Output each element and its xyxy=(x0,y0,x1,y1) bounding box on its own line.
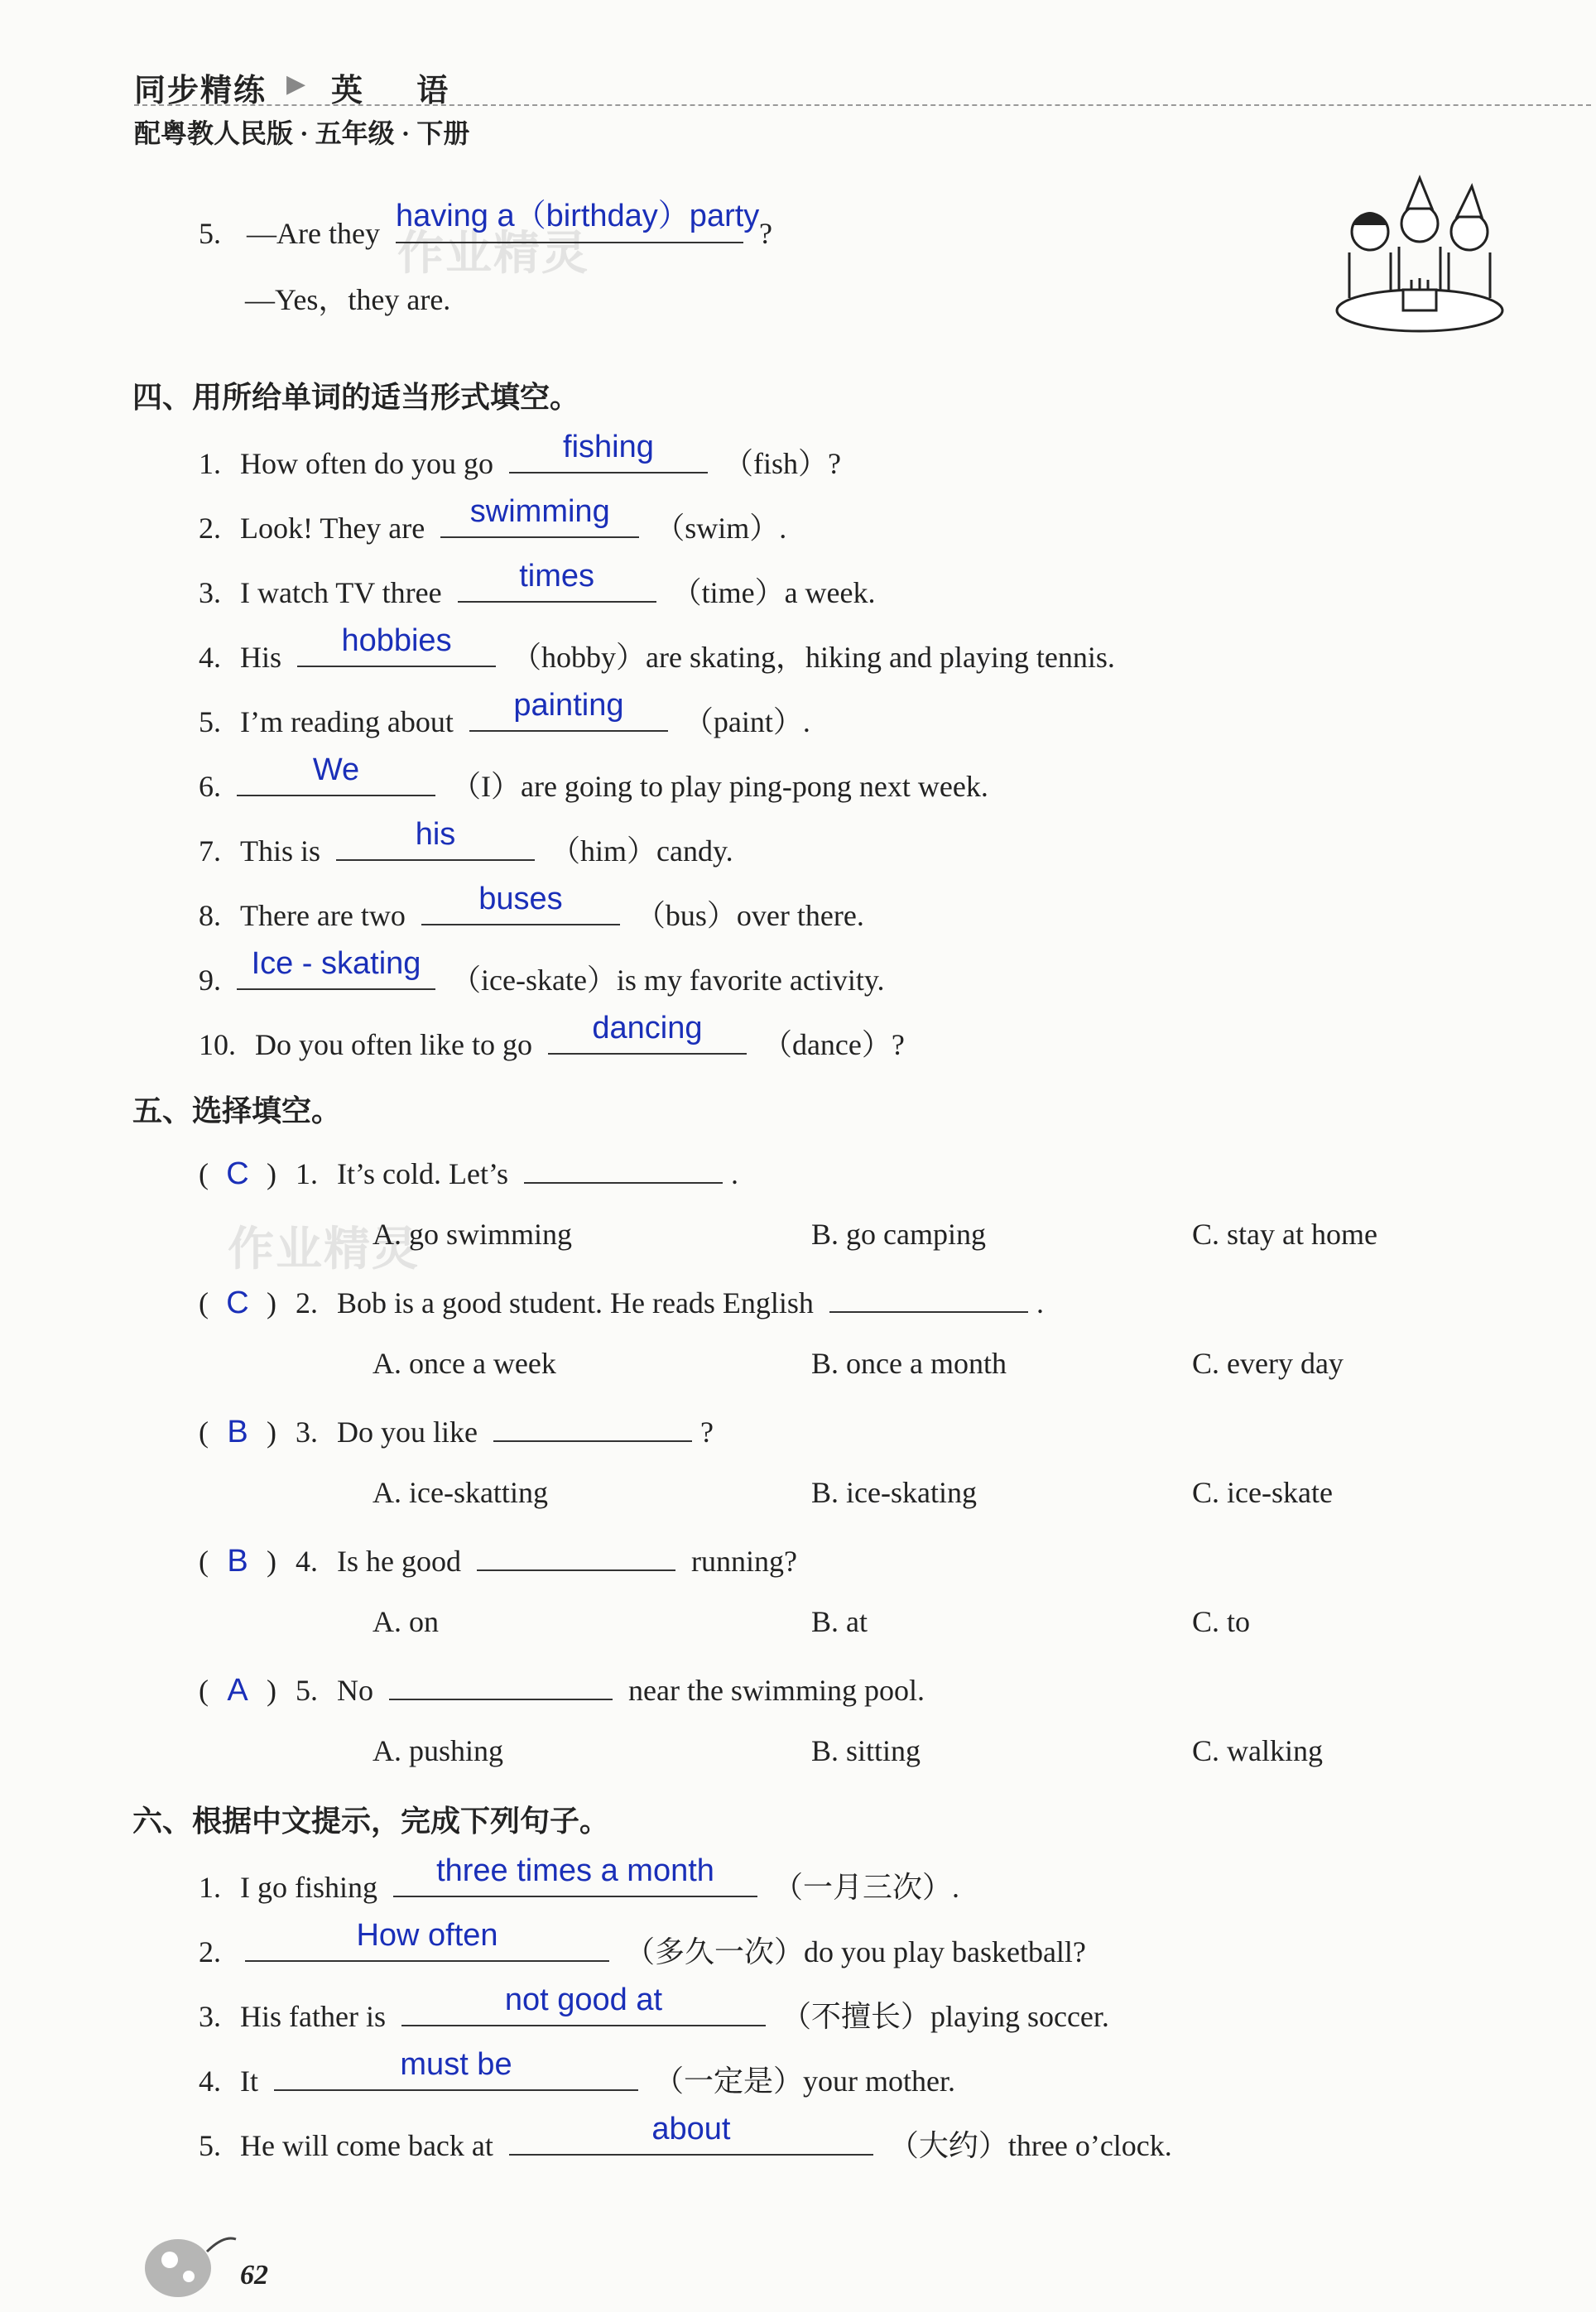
question-row: 2. How often （多久一次）do you play basketball? xyxy=(199,1918,1086,1968)
question-row: 1. I go fishing three times a month （一月三次）. xyxy=(199,1853,960,1904)
question-row: 4. It must be （一定是）your mother. xyxy=(199,2047,955,2098)
section-4-title: 四、用所给单词的适当形式填空。 xyxy=(132,381,580,415)
question-row: 10. Do you often like to go dancing （dance）? xyxy=(199,1011,905,1061)
option-b[interactable]: B. once a month xyxy=(811,1347,1007,1380)
section-5-title: 五、选择填空。 xyxy=(132,1094,342,1128)
question-row: 6. We （I）are going to play ping-pong next week. xyxy=(199,752,988,803)
option-a[interactable]: A. on xyxy=(373,1605,439,1638)
mc-question: ( B ) 3. Do you like ? xyxy=(199,1411,714,1450)
question-row: 5. —Are they having a（birthday）party ? xyxy=(199,199,772,250)
question-row: 4. His hobbies （hobby）are skating，hiking and playing tennis. xyxy=(199,623,1115,674)
option-c[interactable]: C. stay at home xyxy=(1192,1218,1377,1251)
mc-answer[interactable]: B xyxy=(227,1415,248,1449)
question-row: 3. His father is not good at （不擅长）playing soccer. xyxy=(199,1983,1109,2033)
question-row: 7. This is his （him）candy. xyxy=(199,817,733,868)
question-row: 5. I’m reading about painting （paint）. xyxy=(199,688,810,738)
answer-blank[interactable]: painting xyxy=(469,700,668,732)
answer-blank[interactable]: We xyxy=(237,765,435,796)
answer-blank[interactable]: fishing xyxy=(509,442,708,473)
option-a[interactable]: A. once a week xyxy=(373,1347,556,1380)
answer-blank[interactable]: about xyxy=(509,2124,873,2156)
answer-blank[interactable] xyxy=(477,1540,675,1571)
watermark-text: 作业精灵 xyxy=(228,1223,420,1276)
answer-blank[interactable] xyxy=(524,1152,723,1184)
option-c[interactable]: C. ice-skate xyxy=(1192,1476,1333,1509)
question-row: 3. I watch TV three times （time）a week. xyxy=(199,559,876,609)
option-c[interactable]: C. every day xyxy=(1192,1347,1344,1380)
answer-blank[interactable]: must be xyxy=(274,2060,638,2091)
watermark-text: 作业精灵 xyxy=(397,227,589,281)
subject-title: 英 语 xyxy=(331,72,470,108)
option-b[interactable]: B. go camping xyxy=(811,1218,986,1251)
mc-answer[interactable]: C xyxy=(226,1156,249,1191)
question-row: 2. Look! They are swimming （swim）. xyxy=(199,494,787,545)
option-b[interactable]: B. at xyxy=(811,1605,868,1638)
mc-question: ( A ) 5. No near the swimming pool. xyxy=(199,1669,925,1709)
page-number: 62 xyxy=(240,2260,268,2290)
option-a[interactable]: A. ice-skatting xyxy=(373,1476,548,1509)
answer-blank[interactable]: hobbies xyxy=(297,636,496,667)
question-row: 1. How often do you go fishing （fish）? xyxy=(199,430,841,480)
answer-blank[interactable]: three times a month xyxy=(393,1866,757,1897)
mc-question: ( C ) 2. Bob is a good student. He reads English . xyxy=(199,1281,1044,1321)
question-row: 8. There are two buses （bus）over there. xyxy=(199,882,864,932)
mc-answer[interactable]: B xyxy=(227,1544,248,1579)
answer-blank[interactable]: swimming xyxy=(440,507,639,538)
party-kids-illustration-icon xyxy=(1333,174,1507,339)
answer-blank[interactable]: having a（birthday）party xyxy=(396,212,743,243)
option-c[interactable]: C. to xyxy=(1192,1605,1251,1638)
play-arrow-icon: ▶ xyxy=(286,70,306,98)
answer-blank[interactable]: Ice - skating xyxy=(237,959,435,990)
answer-reply: —Yes，they are. xyxy=(245,283,451,316)
option-c[interactable]: C. walking xyxy=(1192,1734,1323,1767)
question-row: 9. Ice - skating （ice-skate）is my favorite activity. xyxy=(199,946,885,997)
header-divider xyxy=(134,104,1591,106)
question-row: 5. He will come back at about （大约）three o’clock. xyxy=(199,2112,1172,2162)
mc-question: ( B ) 4. Is he good running? xyxy=(199,1540,797,1579)
answer-blank[interactable]: buses xyxy=(421,894,620,925)
answer-blank[interactable]: not good at xyxy=(401,1995,766,2026)
butterfly-icon xyxy=(132,2218,240,2310)
book-title: 同步精练 xyxy=(134,72,267,108)
option-b[interactable]: B. ice-skating xyxy=(811,1476,977,1509)
option-a[interactable]: A. go swimming xyxy=(373,1218,573,1251)
answer-blank[interactable] xyxy=(493,1411,692,1442)
answer-blank[interactable] xyxy=(389,1669,613,1700)
option-b[interactable]: B. sitting xyxy=(811,1734,921,1767)
answer-blank[interactable]: times xyxy=(458,571,656,603)
section-6-title: 六、根据中文提示，完成下列句子。 xyxy=(132,1805,610,1839)
answer-blank[interactable]: How often xyxy=(245,1930,609,1962)
mc-answer[interactable]: C xyxy=(226,1286,249,1320)
mc-answer[interactable]: A xyxy=(227,1673,248,1708)
answer-blank[interactable]: dancing xyxy=(548,1023,747,1055)
option-a[interactable]: A. pushing xyxy=(373,1734,504,1767)
edition-label: 配粤教人民版 · 五年级 · 下册 xyxy=(134,118,470,148)
mc-question: ( C ) 1. It’s cold. Let’s . xyxy=(199,1152,738,1192)
answer-blank[interactable]: his xyxy=(336,829,535,861)
answer-blank[interactable] xyxy=(829,1281,1028,1313)
